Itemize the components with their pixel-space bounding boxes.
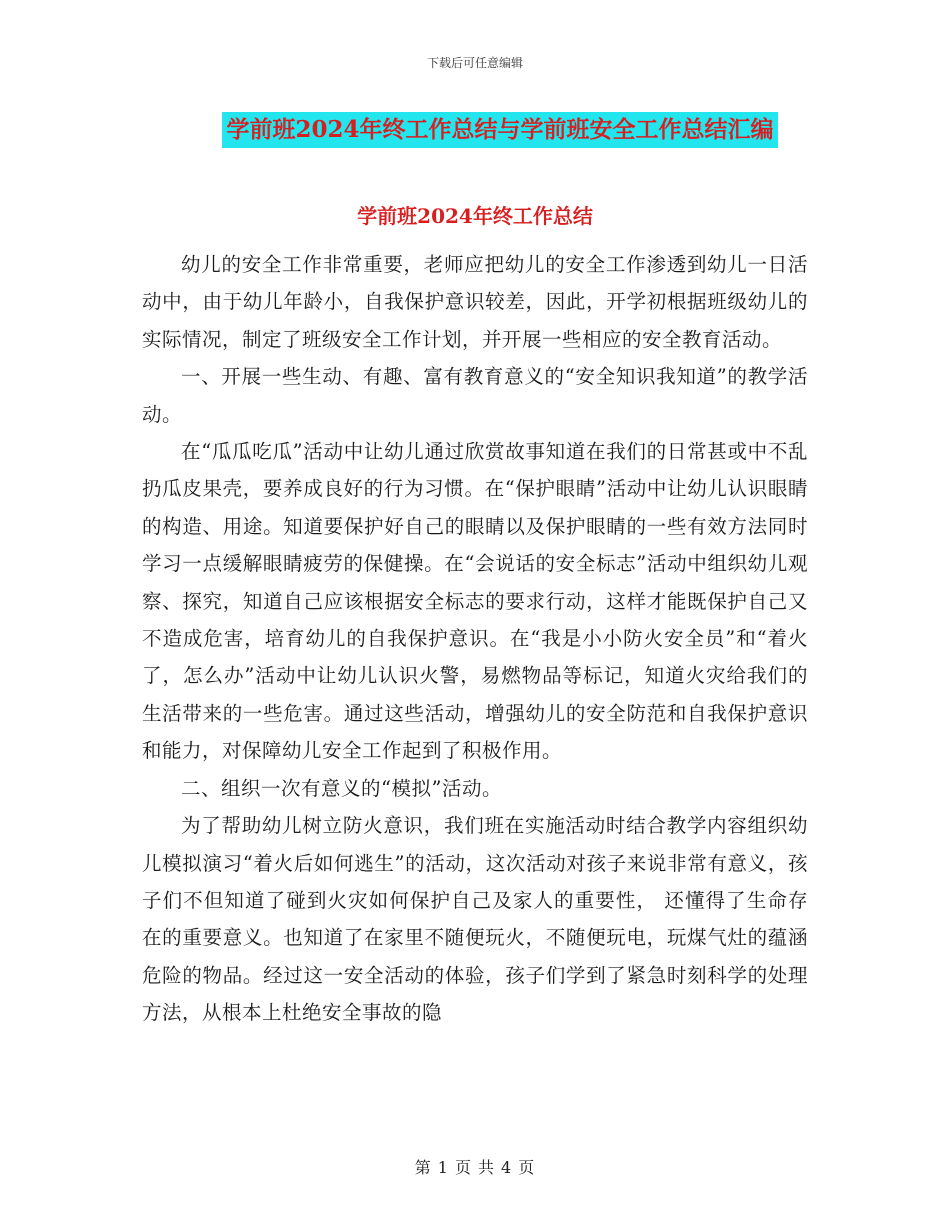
footer-page-number: 1 [437, 1158, 449, 1177]
footer-suffix: 页 [518, 1158, 536, 1177]
footer-prefix: 第 [414, 1158, 432, 1177]
paragraph-activities: 在“瓜瓜吃瓜”活动中让幼儿通过欣赏故事知道在我们的日常甚或中不乱扔瓜皮果壳，要养成良好的行为习惯。在“保护眼睛”活动中让幼儿认识眼睛的构造、用途。知道要保护好自己的眼睛以及保护眼睛的一些有效方法同时学习一点缓解眼睛疲劳的保健操。在“会说话的安全标志”活动中组织幼儿观察、探究，知道自己应该根据安全标志的要求行动，这样才能既保护自己又不造成危害，培育幼儿的自我保护意识。在“我是小小防火安全员”和“着火了，怎么办”活动中让幼儿认识火警，易燃物品等标记，知道火灾给我们的生活带来的一些危害。通过这些活动，增强幼儿的安全防范和自我保护意识和能力，对保障幼儿安全工作起到了积极作用。 [142, 440, 808, 763]
page-footer [0, 1155, 950, 1178]
paragraph-heading-two: 二、组织一次有意义的“模拟”活动。 [181, 776, 502, 800]
paragraph-intro: 幼儿的安全工作非常重要，老师应把幼儿的安全工作渗透到幼儿一日活动中，由于幼儿年龄小，自我保护意识较差，因此，开学初根据班级幼儿的实际情况，制定了班级安全工作计划，并开展一些相应的安全教育活动。 [142, 253, 808, 351]
paragraph-heading-one: 一、开展一些生动、有趣、富有教育意义的“安全知识我知道”的教学活动。 [142, 365, 808, 426]
document-title-container [0, 112, 950, 148]
section-title: 学前班2024年终工作总结 [357, 204, 593, 228]
footer-middle: 页 共 [454, 1158, 496, 1177]
header-note: 下载后可任意编辑 [426, 56, 523, 70]
document-title: 学前班2024年终工作总结与学前班安全工作总结汇编 [222, 112, 777, 148]
document-body [142, 246, 808, 1032]
footer-total-pages: 4 [501, 1158, 513, 1177]
paragraph-simulation: 为了帮助幼儿树立防火意识，我们班在实施活动时结合教学内容组织幼儿模拟演习“着火后如何逃生”的活动，这次活动对孩子来说非常有意义，孩子们不但知道了碰到火灾如何保护自己及家人的重要性， 还懂得了生命存在的重要意义。也知道了在家里不随便玩火，不随便玩电，玩煤气灶的蕴涵危险的物品。经过这一安全活动的体验，孩子们学到了紧急时刻科学的处理方法，从根本上杜绝安全事故的隐 [142, 814, 808, 1025]
